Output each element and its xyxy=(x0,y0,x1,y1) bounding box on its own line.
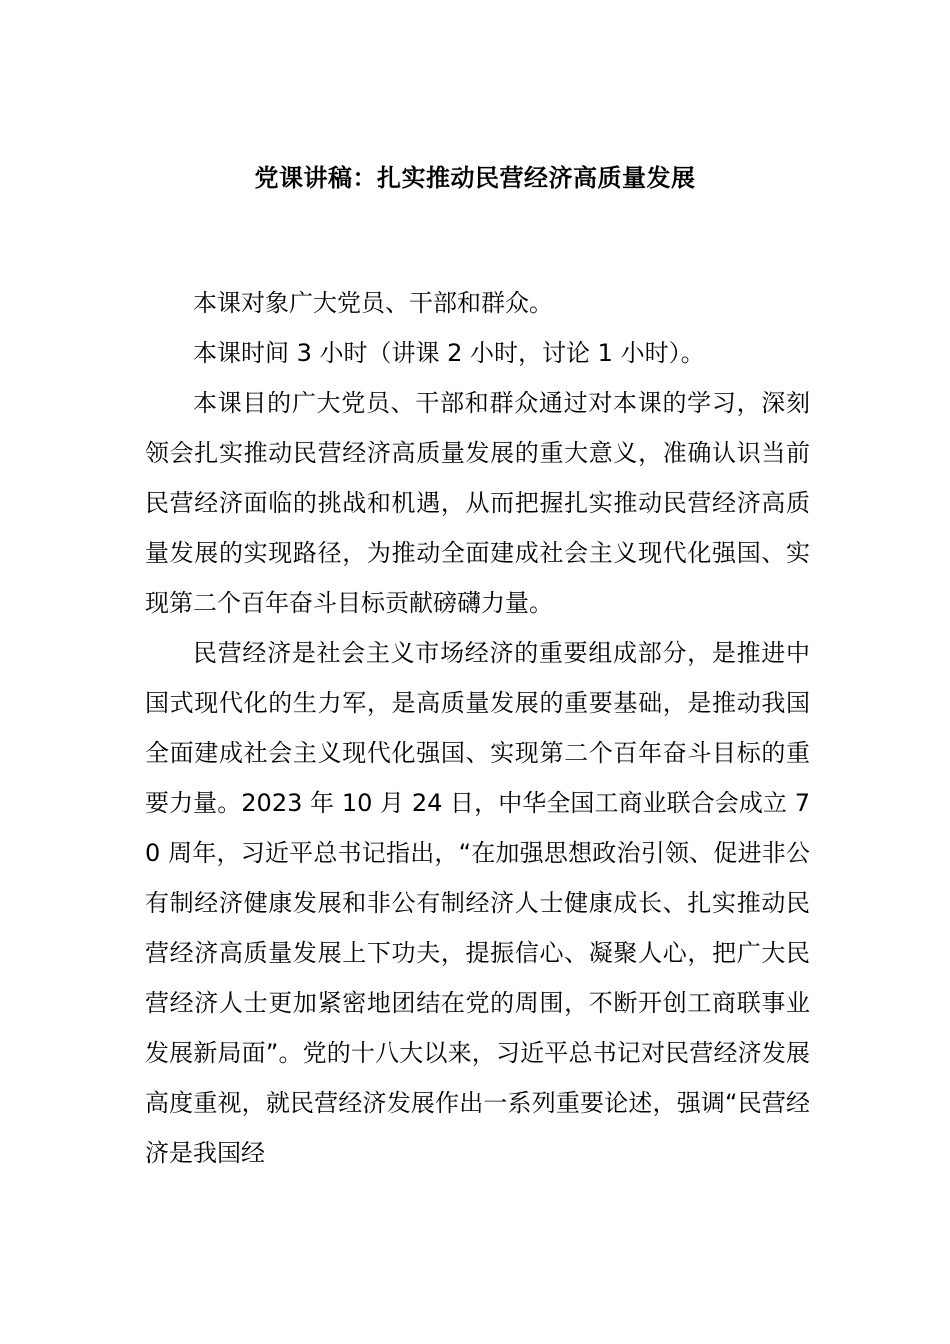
paragraph-audience: 本课对象广大党员、干部和群众。 xyxy=(193,289,553,317)
document-body xyxy=(145,278,810,1178)
paragraph-purpose: 本课目的广大党员、干部和群众通过对本课的学习，深刻领会扎实推动民营经济高质量发展的重大意义，准确认识当前民营经济面临的挑战和机遇，从而把握扎实推动民营经济高质量发展的实现路径，为推动全面建成社会主义现代化强国、实现第二个百年奋斗目标贡献磅礴力量。 xyxy=(145,389,810,617)
document-title: 党课讲稿：扎实推动民营经济高质量发展 xyxy=(254,164,696,192)
paragraph-private-economy: 民营经济是社会主义市场经济的重要组成部分，是推进中国式现代化的生力军，是高质量发展的重要基础，是推动我国全面建成社会主义现代化强国、实现第二个百年奋斗目标的重要力量。2023 年 10 月 24 日，中华全国工商业联合会成立 70 周年，习近平总书记指出，“在加强思想政治引领、促进非公有制经济健康发展和非公有制经济人士健康成长、扎实推动民营经济高质量发展上下功夫，提振信心、凝聚人心，把广大民营经济人士更加紧密地团结在党的周围，不断开创工商联事业发展新局面”。党的十八大以来，习近平总书记对民营经济发展高度重视，就民营经济发展作出一系列重要论述，强调“民营经济是我国经 xyxy=(145,639,810,1167)
paragraph-duration: 本课时间 3 小时（讲课 2 小时，讨论 1 小时）。 xyxy=(193,339,705,367)
